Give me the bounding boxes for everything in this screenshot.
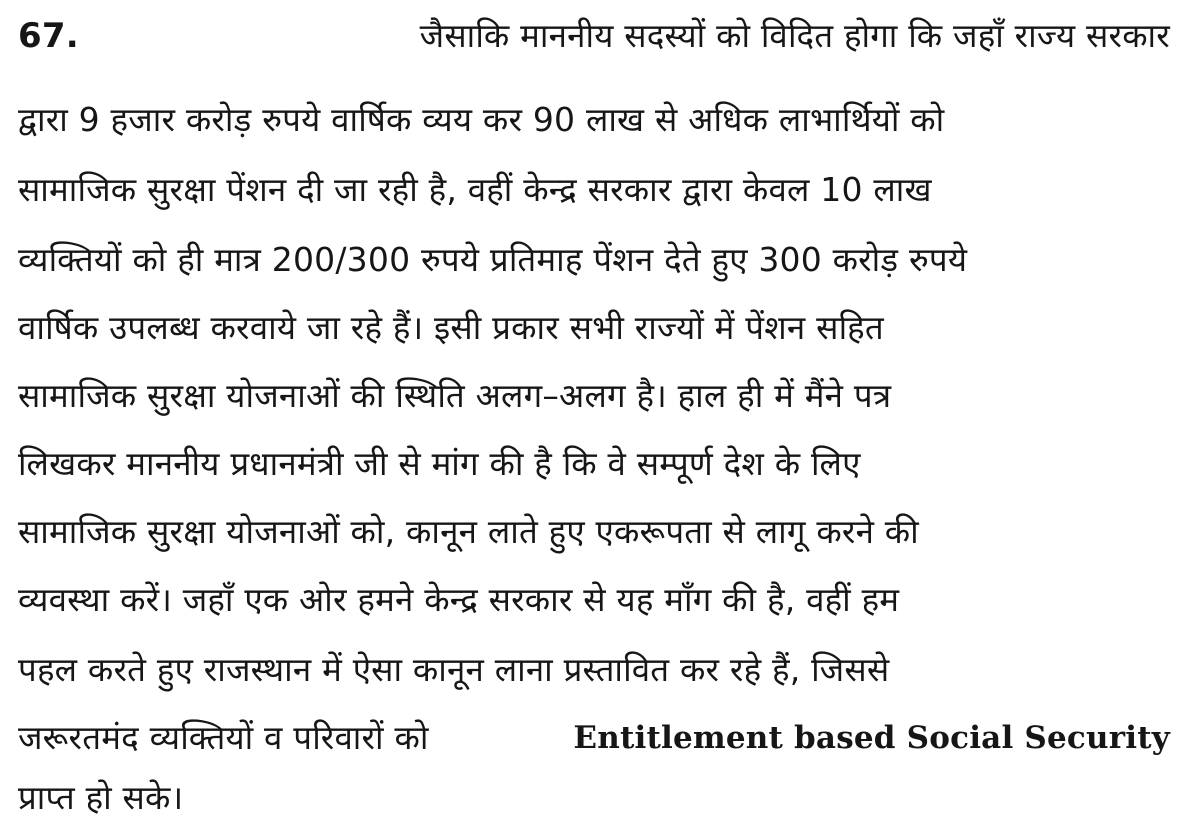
- paragraph-line-4: [18, 230, 1170, 290]
- paragraph-line-10-text: पहल करते हुए राजस्थान में ऐसा कानून लाना प्रस्तावित कर रहे हैं, जिससे: [18, 650, 890, 689]
- paragraph-line-1: [18, 6, 1170, 66]
- paragraph-line-5: [18, 298, 1170, 358]
- paragraph-line-7: [18, 434, 1170, 494]
- paragraph-line-8-text: सामाजिक सुरक्षा योजनाओं को, कानून लाते हुए एकरूपता से लागू करने की: [18, 512, 919, 551]
- paragraph-line-2-text: द्वारा 9 हजार करोड़ रुपये वार्षिक व्यय कर 90 लाख से अधिक लाभार्थियों को: [18, 100, 945, 139]
- paragraph-line-11-text: जरूरतमंद व्यक्तियों व परिवारों को: [18, 718, 429, 757]
- paragraph-line-9-text: व्यवस्था करें। जहाँ एक ओर हमने केन्द्र सरकार से यह माँग की है, वहीं हम: [18, 580, 900, 619]
- paragraph-line-11-english: Entitlement based Social Security: [573, 720, 1170, 756]
- paragraph-line-8: [18, 502, 1170, 562]
- paragraph-line-2: [18, 90, 1170, 150]
- paragraph-line-11: [18, 708, 1170, 768]
- paragraph-line-4-text: व्यक्तियों को ही मात्र 200/300 रुपये प्रतिमाह पेंशन देते हुए 300 करोड़ रुपये: [18, 240, 968, 279]
- paragraph-line-6: [18, 366, 1170, 426]
- paragraph-line-12: [18, 768, 1170, 828]
- paragraph-number: 67.: [18, 16, 79, 56]
- paragraph-line-7-text: लिखकर माननीय प्रधानमंत्री जी से मांग की है कि वे सम्पूर्ण देश के लिए: [18, 444, 861, 483]
- paragraph-line-5-text: वार्षिक उपलब्ध करवाये जा रहे हैं। इसी प्रकार सभी राज्यों में पेंशन सहित: [18, 308, 884, 347]
- paragraph-line-1-text: जैसाकि माननीय सदस्यों को विदित होगा कि जहाँ राज्य सरकार: [419, 16, 1170, 55]
- paragraph-line-12-text: प्राप्त हो सके।: [18, 778, 184, 817]
- paragraph-line-3: [18, 160, 1170, 220]
- paragraph-line-9: [18, 570, 1170, 630]
- paragraph-line-6-text: सामाजिक सुरक्षा योजनाओं की स्थिति अलग–अलग है। हाल ही में मैंने पत्र: [18, 376, 892, 415]
- paragraph-line-3-text: सामाजिक सुरक्षा पेंशन दी जा रही है, वहीं केन्द्र सरकार द्वारा केवल 10 लाख: [18, 170, 932, 209]
- paragraph-line-10: [18, 640, 1170, 700]
